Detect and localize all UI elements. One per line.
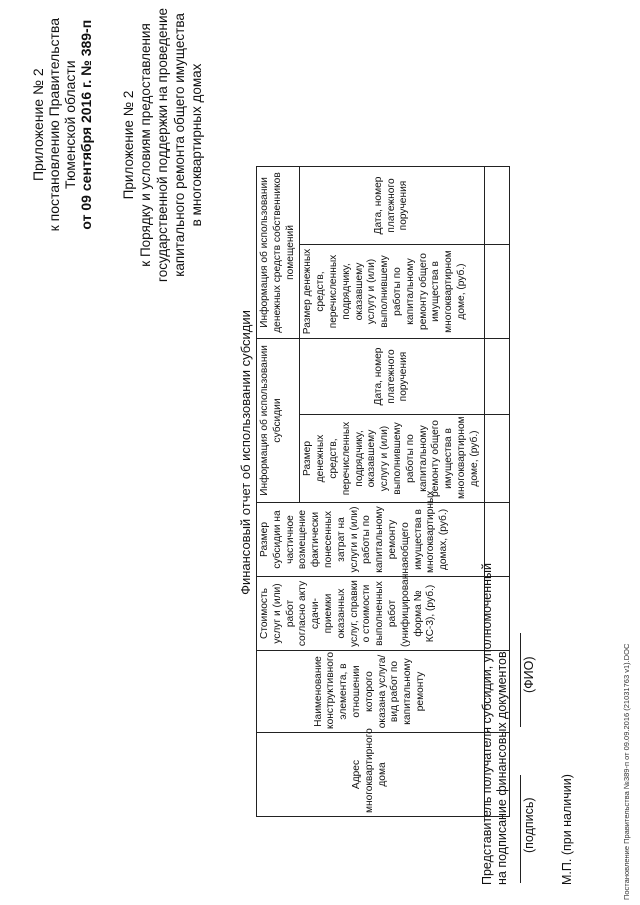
signature-line <box>520 775 521 883</box>
header-cost: Стоимость услуг и (или) работ согласно акту сдачи-приемки оказанных услуг, справки о стоимости выполненных работ (унифицированная форма № КС-3), (руб.) <box>257 577 485 651</box>
appendix-block-line1: Приложение № 2 <box>121 90 136 200</box>
header-subsidy-use: Информация об использовании субсидии <box>257 339 300 503</box>
header-element: Наименование конструктивного элемента, в отношении которого оказана услуга/вид работ по капитальному ремонту <box>257 651 485 733</box>
header-amount-owner: Размер денежных средств, перечисленных подрядчику, оказавшему услугу и (или) выполнившему работы по капитальному ремонту общего имущества в многоквартирном доме, (руб.) <box>300 245 484 339</box>
report-title: Финансовый отчет об использовании субсидии <box>238 310 253 595</box>
fio-label: (ФИО) <box>522 656 536 693</box>
fio-line <box>520 633 521 727</box>
header-date-owner: Дата, номер платежного поручения <box>300 167 484 245</box>
appendix-block-line4: капитального ремонта общего имущества <box>172 13 187 277</box>
cell-amount-owner[interactable] <box>484 245 509 339</box>
appendix-line: Приложение № 2 <box>30 68 46 182</box>
appendix-block <box>120 8 205 282</box>
header-address: Адрес многоквартирного дома <box>257 733 485 817</box>
sign-label: (подпись) <box>522 797 536 853</box>
representative-line1: Представитель получателя субсидии, уполномоченный <box>480 562 494 885</box>
header-subsidy: Размер субсидии на частичное возмещение фактически понесенных затрат на услуги и (или) работы по капитальному ремонту общего имущества в многоквартирных домах, (руб.) <box>257 503 485 577</box>
header-date-subsidy: Дата, номер платежного поручения <box>300 339 484 415</box>
representative-line2: на подписание финансовых документов <box>495 651 509 885</box>
cell-amount-subsidy[interactable] <box>484 415 509 503</box>
decree-header <box>30 18 94 231</box>
appendix-block-line5: в многоквартирных домах <box>189 63 204 227</box>
date-line: от 09 сентября 2016 г. № 389-п <box>78 19 94 230</box>
report-table <box>256 166 510 817</box>
header-amount-subsidy: Размер денежных средств, перечисленных подрядчику, оказавшему услугу и (или) выполнившему работы по капитальному ремонту общего имущества в многоквартирном доме, (руб.) <box>300 415 484 503</box>
region-line: Тюменской области <box>62 60 78 189</box>
cell-date-owner[interactable] <box>484 167 509 245</box>
appendix-block-line2: к Порядку и условиям предоставления <box>138 23 153 267</box>
footer-text: Постановление Правительства №389-п от 09.09.2016 (21031763 v1).DOC <box>622 643 631 900</box>
representative-block <box>480 563 510 885</box>
decree-line: к постановлению Правительства <box>46 18 62 232</box>
appendix-block-line3: государственной поддержки на проведение <box>155 8 170 282</box>
header-owner-funds: Информация об использовании денежных средств собственников помещений <box>257 167 300 339</box>
cell-date-subsidy[interactable] <box>484 339 509 415</box>
stamp-label: М.П. (при наличии) <box>560 774 574 885</box>
